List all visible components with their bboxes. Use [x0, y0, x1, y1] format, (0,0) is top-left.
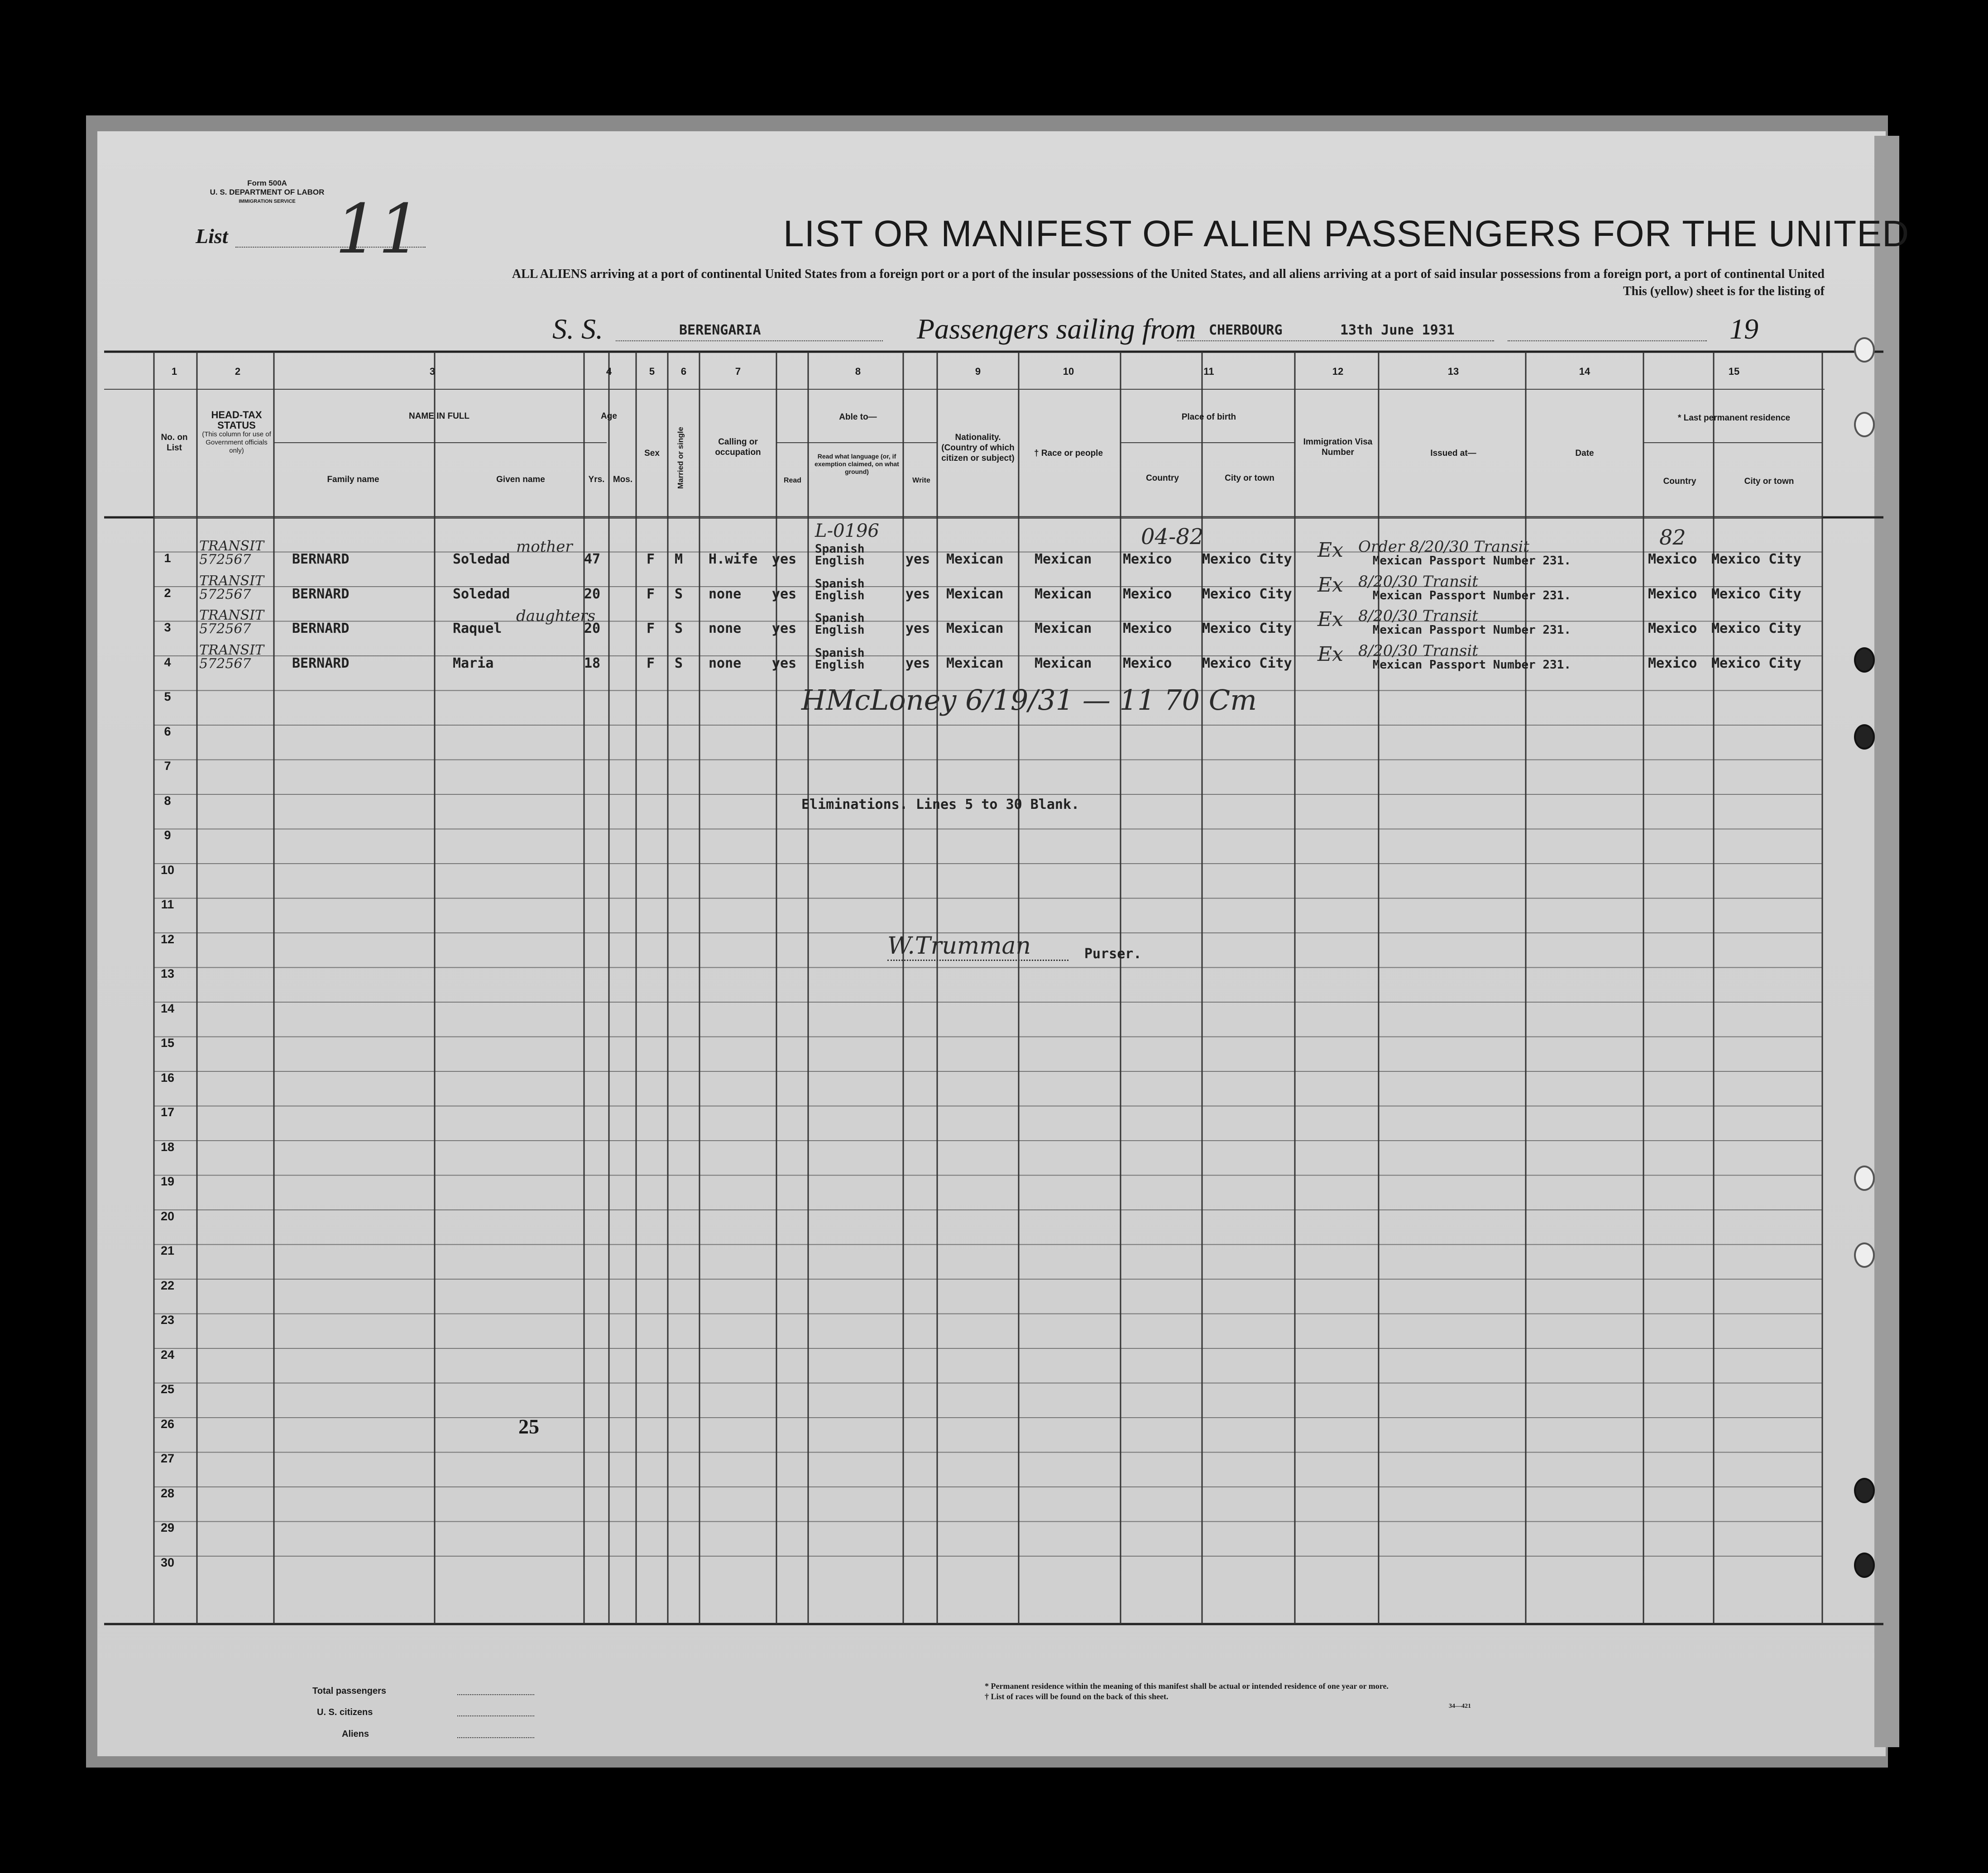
header-mos: Mos.	[613, 475, 633, 484]
total-line	[457, 1694, 534, 1695]
ss-label: S. S.	[552, 313, 603, 345]
row-number: 14	[160, 1001, 175, 1015]
subtitle: ALL ALIENS arriving at a port of continental United States from a foreign port or a port of the insular possessions of the United States, and all aliens arriving at a port of said insular possessions from a foreign port, a port of continental United	[512, 267, 1825, 281]
row-number: 26	[160, 1417, 175, 1431]
row-number: 23	[160, 1313, 175, 1327]
family-name: BERNARD	[292, 586, 350, 602]
issued-note: 8/20/30 Transit	[1358, 607, 1478, 625]
race: Mexican	[1035, 586, 1092, 602]
row-number: 27	[160, 1452, 175, 1465]
head-tax-note: (This column for use of Government officials only)	[202, 430, 271, 454]
given-name: Raquel	[453, 621, 502, 636]
language-code-mark: L-0196	[815, 521, 879, 541]
residence-code-mark: 82	[1659, 525, 1686, 549]
row-number: 18	[160, 1140, 175, 1154]
passport-info: Mexican Passport Number 231.	[1372, 554, 1571, 568]
row-number: 21	[160, 1244, 175, 1257]
issued-note: Order 8/20/30 Transit	[1358, 538, 1530, 556]
header-yrs: Yrs.	[588, 475, 605, 484]
header-age: Age	[601, 411, 617, 421]
citizens-line	[457, 1715, 534, 1716]
header-race: † Race or people	[1034, 449, 1103, 458]
visa-mark: Ex	[1317, 608, 1343, 631]
visa-mark: Ex	[1317, 642, 1343, 666]
head-tax-stamp: TRANSIT 572567	[199, 538, 264, 568]
binder-hole	[1854, 1478, 1875, 1503]
birth-country: Mexico	[1123, 551, 1172, 567]
nationality: Mexican	[946, 586, 1004, 602]
birth-city: Mexico City	[1202, 621, 1292, 636]
row-number: 30	[160, 1555, 175, 1569]
header-place-of-birth: Place of birth	[1181, 412, 1236, 422]
head-tax-stamp: TRANSIT 572567	[199, 573, 264, 602]
row-number: 4	[164, 655, 171, 669]
residence-country: Mexico	[1648, 621, 1697, 636]
header-calling: Calling or occupation	[715, 437, 761, 457]
row-number: 6	[164, 724, 171, 738]
department-name: U. S. DEPARTMENT OF LABOR	[210, 188, 325, 196]
birth-city: Mexico City	[1202, 586, 1292, 602]
row-number: 12	[160, 932, 175, 946]
binder-hole	[1854, 1242, 1875, 1268]
header-res-city: City or town	[1744, 477, 1794, 486]
column-number: 15	[1728, 366, 1740, 377]
subtitle-2: This (yellow) sheet is for the listing of	[1623, 284, 1825, 298]
header-family-name: Family name	[327, 475, 379, 484]
sex: F	[647, 621, 655, 636]
header-nationality: Nationality. (Country of which citizen or subject)	[941, 433, 1015, 463]
nationality: Mexican	[946, 621, 1004, 636]
row-number: 9	[164, 828, 171, 842]
service-name: IMMIGRATION SERVICE	[239, 199, 296, 204]
header-name-in-full: NAME IN FULL	[408, 411, 470, 421]
residence-country: Mexico	[1648, 551, 1697, 567]
column-number: 11	[1203, 366, 1214, 377]
occupation: H.wife	[709, 551, 758, 567]
can-read: yes	[772, 655, 797, 671]
head-tax-title: HEAD-TAX STATUS	[211, 409, 262, 431]
marital-status: S	[675, 586, 683, 602]
form-number: Form 500A	[247, 179, 287, 187]
row-number: 15	[160, 1036, 175, 1050]
header-res-country: Country	[1663, 477, 1696, 486]
purser-line	[887, 960, 1068, 961]
header-visa: Immigration Visa Number	[1303, 437, 1373, 457]
can-write: yes	[905, 621, 930, 636]
column-number: 12	[1332, 366, 1344, 377]
age-years: 20	[584, 621, 601, 636]
header-issued-at: Issued at—	[1430, 449, 1476, 458]
binder-hole	[1854, 724, 1875, 750]
family-name: BERNARD	[292, 551, 350, 567]
given-name: Soledad	[453, 586, 510, 602]
birth-city: Mexico City	[1202, 655, 1292, 671]
residence-city: Mexico City	[1711, 621, 1801, 636]
birth-city: Mexico City	[1202, 551, 1292, 567]
languages: Spanish English	[815, 542, 865, 568]
passport-info: Mexican Passport Number 231.	[1372, 658, 1571, 672]
column-number: 10	[1063, 366, 1074, 377]
column-number: 2	[235, 366, 241, 377]
birth-country: Mexico	[1123, 655, 1172, 671]
row-number: 7	[164, 759, 171, 773]
residence-city: Mexico City	[1711, 655, 1801, 671]
row-number: 8	[164, 793, 171, 807]
binder-hole	[1854, 647, 1875, 673]
header-birth-city: City or town	[1225, 473, 1274, 483]
race: Mexican	[1035, 655, 1092, 671]
column-number: 3	[429, 366, 436, 377]
column-lines	[154, 352, 1822, 1624]
residence-country: Mexico	[1648, 586, 1697, 602]
header-last-residence: * Last permanent residence	[1677, 413, 1791, 423]
can-write: yes	[905, 655, 930, 671]
row-number: 13	[160, 967, 175, 980]
column-number: 4	[606, 366, 612, 377]
inspector-signature: HMcLoney 6/19/31 — 11 70 Cm	[801, 683, 1257, 717]
race: Mexican	[1035, 621, 1092, 636]
can-read: yes	[772, 621, 797, 636]
column-number: 7	[735, 366, 741, 377]
row-number: 25	[160, 1382, 175, 1396]
header-married: Married or single	[676, 427, 685, 489]
row-number: 1	[164, 551, 171, 565]
row-number: 10	[160, 863, 175, 877]
aliens-label: Aliens	[342, 1729, 369, 1739]
visa-mark: Ex	[1317, 573, 1343, 597]
race-footnote: † List of races will be found on the back of this sheet.	[985, 1692, 1169, 1701]
languages: Spanish English	[815, 646, 865, 672]
column-number: 5	[649, 366, 655, 377]
us-citizens-label: U. S. citizens	[317, 1707, 373, 1717]
sex: F	[647, 551, 655, 567]
marital-status: S	[675, 655, 683, 671]
birth-code-mark: 04-82	[1141, 524, 1204, 549]
header-read: Read	[783, 477, 802, 484]
residence-city: Mexico City	[1711, 551, 1801, 567]
ship-name: BERENGARIA	[679, 322, 761, 338]
residence-country: Mexico	[1648, 655, 1697, 671]
can-read: yes	[772, 551, 797, 567]
residence-footnote: * Permanent residence within the meaning of this manifest shall be actual or intended residence of one year or more.	[985, 1682, 1389, 1691]
row-number: 22	[160, 1278, 175, 1292]
issued-note: 8/20/30 Transit	[1358, 641, 1478, 660]
occupation: none	[709, 621, 742, 636]
birth-country: Mexico	[1123, 586, 1172, 602]
binder-hole	[1854, 1166, 1875, 1191]
header-head-tax	[201, 410, 272, 455]
header-write: Write	[912, 477, 930, 484]
languages: Spanish English	[815, 612, 865, 637]
occupation: none	[709, 655, 742, 671]
passport-info: Mexican Passport Number 231.	[1372, 623, 1571, 637]
print-code: 34—421	[1449, 1703, 1471, 1710]
binder-hole	[1854, 1553, 1875, 1578]
row-number: 2	[164, 586, 171, 600]
total-passengers-label: Total passengers	[312, 1686, 387, 1696]
purser-label: Purser.	[1084, 946, 1142, 962]
given-name: Maria	[453, 655, 494, 671]
row-number: 16	[160, 1070, 175, 1085]
header-given-name: Given name	[496, 475, 545, 484]
row-number: 24	[160, 1347, 175, 1362]
column-number: 8	[855, 366, 861, 377]
sex: F	[647, 655, 655, 671]
header-date: Date	[1575, 449, 1594, 458]
column-number: 14	[1579, 366, 1590, 377]
nationality: Mexican	[946, 551, 1004, 567]
list-number: 11	[335, 190, 422, 269]
relationship-note: mother	[516, 538, 573, 556]
row-number: 5	[164, 690, 171, 703]
languages: Spanish English	[815, 577, 865, 602]
page-title: LIST OR MANIFEST OF ALIEN PASSENGERS FOR THE UNITED	[783, 213, 1910, 254]
can-write: yes	[905, 551, 930, 567]
row-number: 3	[164, 621, 171, 634]
header-birth-country: Country	[1146, 473, 1179, 483]
visa-mark: Ex	[1317, 539, 1343, 562]
occupation: none	[709, 586, 742, 602]
nationality: Mexican	[946, 655, 1004, 671]
passport-info: Mexican Passport Number 231.	[1372, 588, 1571, 602]
list-label: List	[196, 225, 228, 248]
row-number: 11	[161, 898, 174, 911]
row-number: 17	[160, 1105, 175, 1119]
age-years: 20	[584, 586, 601, 602]
column-number: 1	[171, 366, 177, 377]
can-read: yes	[772, 586, 797, 602]
head-tax-stamp: TRANSIT 572567	[199, 607, 264, 637]
race: Mexican	[1035, 551, 1092, 567]
row-number: 28	[160, 1486, 175, 1500]
relationship-note: daughters	[516, 607, 596, 625]
row-number: 20	[160, 1209, 175, 1223]
column-number: 13	[1447, 366, 1459, 377]
aliens-line	[457, 1737, 534, 1738]
binder-hole	[1854, 412, 1875, 437]
sailing-label: Passengers sailing from	[917, 313, 1196, 345]
column-number: 6	[680, 366, 687, 377]
given-name: Soledad	[453, 551, 510, 567]
row-lines	[154, 517, 1822, 1556]
binder-hole	[1854, 337, 1875, 363]
header-able-to: Able to—	[839, 412, 877, 422]
purser-signature: W.Trumman	[887, 932, 1031, 960]
year-label: 19	[1729, 313, 1758, 345]
residence-city: Mexico City	[1711, 586, 1801, 602]
row-number: 29	[160, 1521, 175, 1534]
issued-note: 8/20/30 Transit	[1358, 572, 1478, 591]
can-write: yes	[905, 586, 930, 602]
head-tax-stamp: TRANSIT 572567	[199, 642, 264, 672]
marital-status: M	[675, 551, 683, 567]
eliminations-note: Eliminations. Lines 5 to 30 Blank.	[801, 797, 1080, 812]
marital-status: S	[675, 621, 683, 636]
header-read-language: Read what language (or, if exemption claimed, on what ground)	[814, 453, 899, 475]
departure-port: CHERBOURG	[1209, 322, 1283, 338]
family-name: BERNARD	[292, 621, 350, 636]
stamp-number: 25	[518, 1415, 539, 1438]
sex: F	[647, 586, 655, 602]
column-number: 9	[975, 366, 981, 377]
departure-date: 13th June 1931	[1340, 322, 1455, 338]
age-years: 47	[584, 551, 601, 567]
row-number: 19	[160, 1175, 175, 1188]
birth-country: Mexico	[1123, 621, 1172, 636]
header-no-on-list: No. on List	[161, 433, 188, 453]
family-name: BERNARD	[292, 655, 350, 671]
header-sex: Sex	[644, 449, 660, 458]
age-years: 18	[584, 655, 601, 671]
